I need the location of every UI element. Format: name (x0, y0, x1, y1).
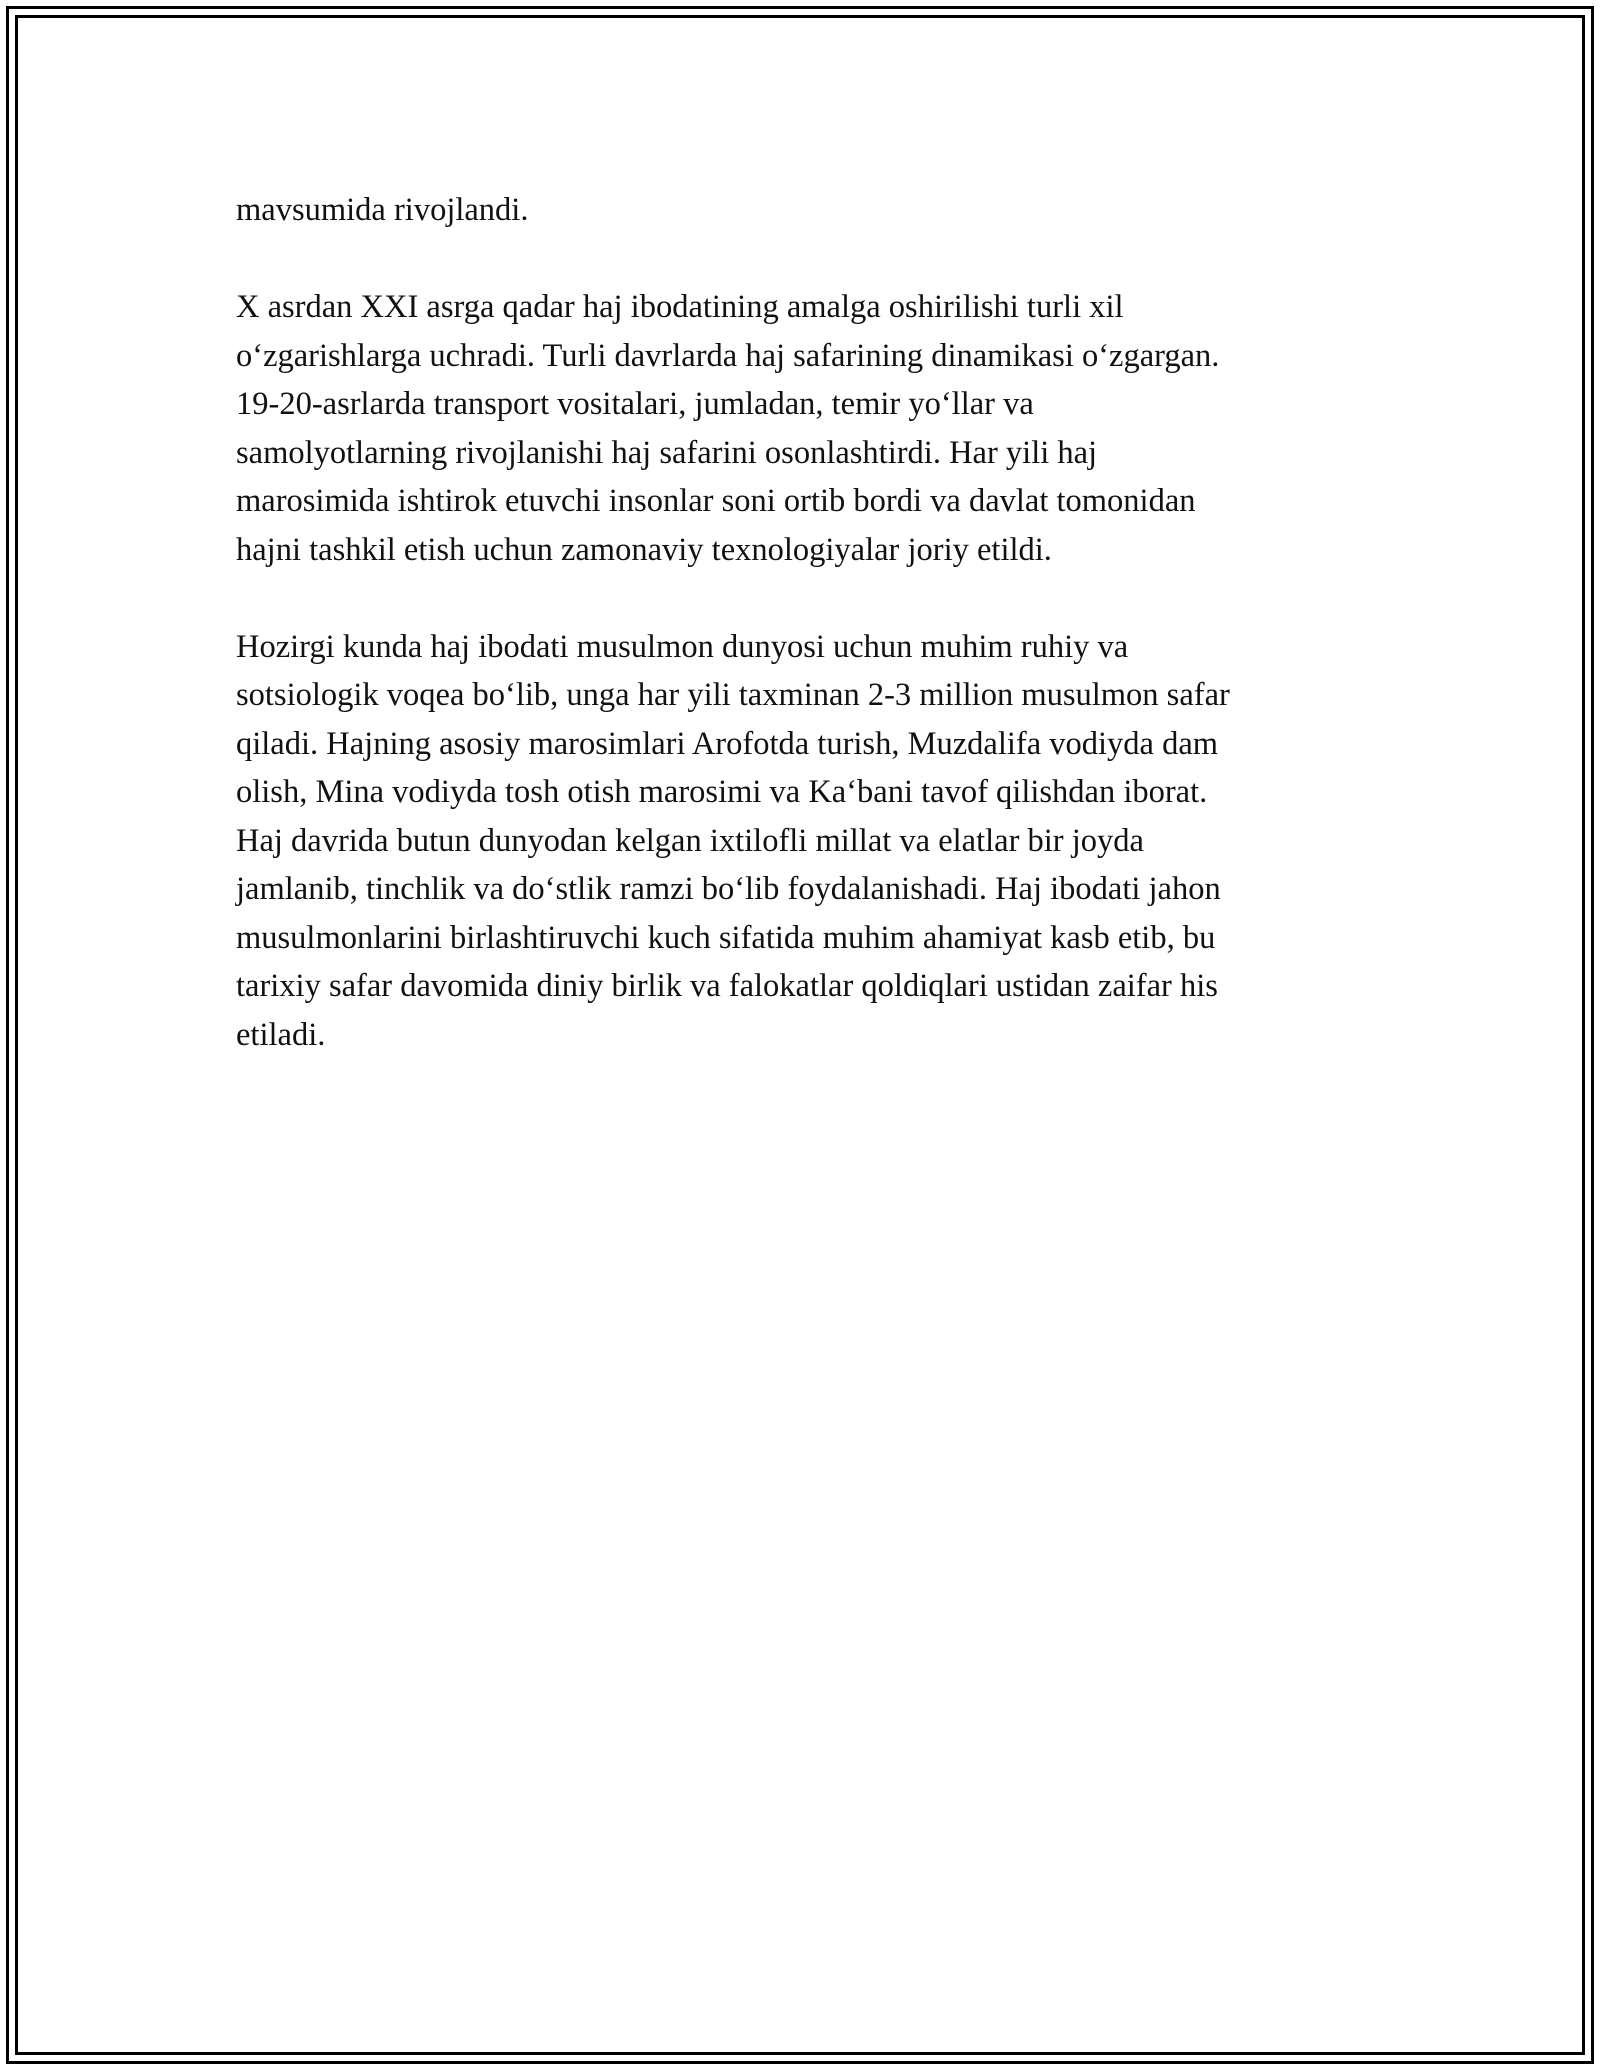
paragraph-line: jamlanib, tinchlik va do‘stlik ramzi bo‘lib foydalanishadi. Haj ibodati jahon (236, 871, 1221, 907)
paragraph-line: etiladi. (236, 1016, 326, 1053)
paragraph-line: Haj davrida butun dunyodan kelgan ixtilofli millat va elatlar bir joyda (236, 822, 1144, 859)
paragraph-line: tarixiy safar davomida diniy birlik va falokatlar qoldiqlari ustidan zaifar his (236, 968, 1218, 1004)
paragraph-line: sotsiologik voqea bo‘lib, unga har yili taxminan 2-3 million musulmon safar (236, 677, 1230, 713)
paragraph-line: qiladi. Hajning asosiy marosimlari Arofotda turish, Muzdalifa vodiyda dam (236, 725, 1219, 762)
paragraph-line: mavsumida rivojlandi. (236, 192, 529, 228)
paragraph-line: X asrdan XXI asrga qadar haj ibodatining amalga oshirilishi turli xil (236, 289, 1124, 325)
paragraph-1 (236, 186, 1376, 235)
paragraph-line: olish, Mina vodiyda tosh otish marosimi va Ka‘bani tavof qilishdan iborat. (236, 774, 1208, 810)
paragraph-line: Hozirgi kunda haj ibodati musulmon dunyosi uchun muhim ruhiy va (236, 628, 1129, 665)
paragraph-line: o‘zgarishlarga uchradi. Turli davrlarda haj safarining dinamikasi o‘zgargan. (236, 337, 1220, 374)
paragraph-2 (236, 283, 1376, 574)
document-body (236, 186, 1376, 1108)
paragraph-line: hajni tashkil etish uchun zamonaviy texnologiyalar joriy etildi. (236, 531, 1052, 568)
paragraph-3 (236, 623, 1376, 1060)
paragraph-line: 19-20-asrlarda transport vositalari, jumladan, temir yo‘llar va (236, 386, 1034, 422)
paragraph-line: samolyotlarning rivojlanishi haj safarini osonlashtirdi. Har yili haj (236, 434, 1098, 471)
paragraph-line: marosimida ishtirok etuvchi insonlar soni ortib bordi va davlat tomonidan (236, 483, 1196, 519)
paragraph-line: musulmonlarini birlashtiruvchi kuch sifatida muhim ahamiyat kasb etib, bu (236, 919, 1216, 956)
